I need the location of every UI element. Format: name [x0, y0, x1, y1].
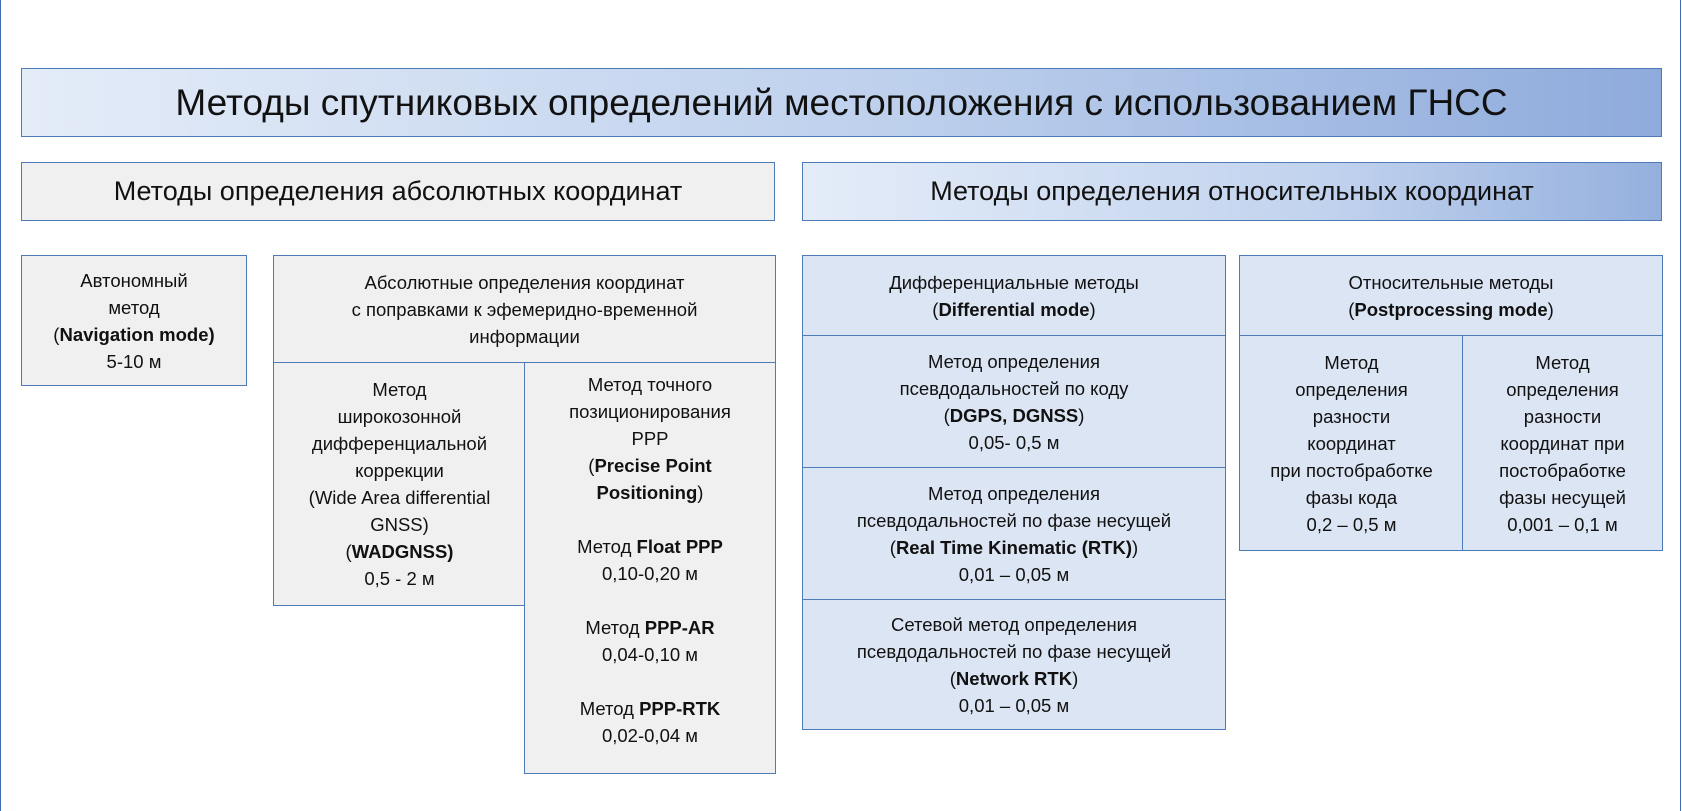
- ppp-method-box: [524, 362, 776, 774]
- ppp-line2: позиционирования: [569, 401, 731, 422]
- carrier-phase-line4: координат при: [1500, 432, 1625, 454]
- float-ppp-accuracy: 0,10-0,20 м: [601, 563, 699, 584]
- ppp-rtk-accuracy: 0,02-0,04 м: [601, 725, 699, 746]
- wadgnss-line6: GNSS): [370, 514, 429, 535]
- rtk-line2: псевдодальностей по фазе несущей: [856, 510, 1172, 531]
- network-rtk-method-box: [802, 599, 1226, 730]
- wadgnss-line3: дифференциальной: [311, 433, 488, 454]
- network-line1: Сетевой метод определения: [890, 613, 1138, 635]
- code-phase-line1: Метод: [1324, 351, 1379, 373]
- postprocessing-mode: (Postprocessing mode): [1348, 299, 1554, 320]
- wadgnss-accuracy: 0,5 - 2 м: [364, 568, 435, 589]
- carrier-phase-line3: разности: [1523, 405, 1602, 427]
- page-title: Методы спутниковых определений местоположения с использованием ГНСС: [175, 81, 1508, 123]
- right-frame-line: [1680, 0, 1681, 811]
- wadgnss-mode: (WADGNSS): [345, 541, 454, 562]
- dgps-line2: псевдодальностей по коду: [899, 378, 1129, 399]
- carrier-phase-line5: постобработке: [1499, 459, 1626, 481]
- wadgnss-line2: широкозонной: [337, 406, 462, 427]
- autonomous-method-box: [21, 255, 247, 386]
- dgps-method-box: [802, 335, 1226, 469]
- ppp-line3: PPP: [631, 428, 669, 449]
- network-accuracy: 0,01 – 0,05 м: [958, 694, 1070, 716]
- absolute-header-label: Методы определения абсолютных координат: [113, 176, 683, 206]
- float-ppp-label: Метод Float PPP: [577, 536, 723, 557]
- carrier-phase-line6: фазы несущей: [1499, 486, 1626, 508]
- dgps-mode: (DGPS, DGNSS): [943, 405, 1085, 426]
- wadgnss-line1: Метод: [372, 379, 427, 400]
- code-phase-line4: координат: [1307, 432, 1396, 454]
- ppp-mode-line1: (Precise Point: [588, 455, 712, 476]
- ppp-ar-accuracy: 0,04-0,10 м: [601, 644, 699, 665]
- ppp-ar-label: Метод PPP-AR: [585, 617, 715, 638]
- ppp-mode-line2: Positioning): [596, 482, 704, 503]
- rtk-method-box: [802, 467, 1226, 601]
- differential-methods-box: [802, 255, 1226, 337]
- ppp-rtk-group: [580, 695, 721, 749]
- carrier-phase-accuracy: 0,001 – 0,1 м: [1507, 513, 1618, 535]
- differential-line1: Дифференциальные методы: [889, 272, 1139, 293]
- ppp-rtk-label: Метод PPP-RTK: [579, 698, 721, 719]
- dgps-accuracy: 0,05- 0,5 м: [968, 432, 1060, 453]
- wadgnss-method-box: [273, 362, 526, 606]
- relative-header-label: Методы определения относительных координат: [930, 176, 1534, 206]
- code-phase-line2: определения: [1295, 378, 1408, 400]
- carrier-phase-method-box: [1462, 335, 1663, 551]
- float-ppp-group: [577, 533, 723, 587]
- main-title-box: [21, 68, 1662, 137]
- corrections-line2: с поправками к эфемеридно-временной: [351, 299, 698, 320]
- rtk-line1: Метод определения: [928, 483, 1100, 504]
- code-phase-line6: фазы кода: [1305, 486, 1398, 508]
- postprocessing-methods-box: [1239, 255, 1663, 337]
- wadgnss-line4: коррекции: [355, 460, 444, 481]
- carrier-phase-line2: определения: [1506, 378, 1619, 400]
- corrections-line3: информации: [469, 326, 580, 347]
- autonomous-accuracy: 5-10 м: [106, 350, 162, 372]
- ppp-ar-group: [585, 614, 714, 668]
- autonomous-line1: Автономный: [80, 269, 188, 291]
- network-line2: псевдодальностей по фазе несущей: [856, 640, 1172, 662]
- postprocessing-line1: Относительные методы: [1348, 272, 1554, 293]
- corrections-method-box: [273, 255, 776, 364]
- relative-methods-header: [802, 162, 1662, 221]
- autonomous-line2: метод: [108, 296, 160, 318]
- carrier-phase-line1: Метод: [1535, 351, 1590, 373]
- code-phase-accuracy: 0,2 – 0,5 м: [1306, 513, 1397, 535]
- dgps-line1: Метод определения: [928, 351, 1100, 372]
- code-phase-method-box: [1239, 335, 1464, 551]
- rtk-accuracy: 0,01 – 0,05 м: [958, 564, 1070, 585]
- rtk-mode: (Real Time Kinematic (RTK)): [889, 537, 1139, 558]
- code-phase-line5: при постобработке: [1270, 459, 1433, 481]
- autonomous-mode: (Navigation mode): [53, 323, 215, 345]
- code-phase-line3: разности: [1312, 405, 1391, 427]
- corrections-line1: Абсолютные определения координат: [364, 272, 685, 293]
- network-mode: (Network RTK): [949, 667, 1079, 689]
- left-frame-line: [0, 0, 1, 811]
- differential-mode: (Differential mode): [932, 299, 1096, 320]
- absolute-methods-header: [21, 162, 775, 221]
- ppp-line1: Метод точного: [587, 374, 713, 395]
- wadgnss-line5: (Wide Area differential: [308, 487, 491, 508]
